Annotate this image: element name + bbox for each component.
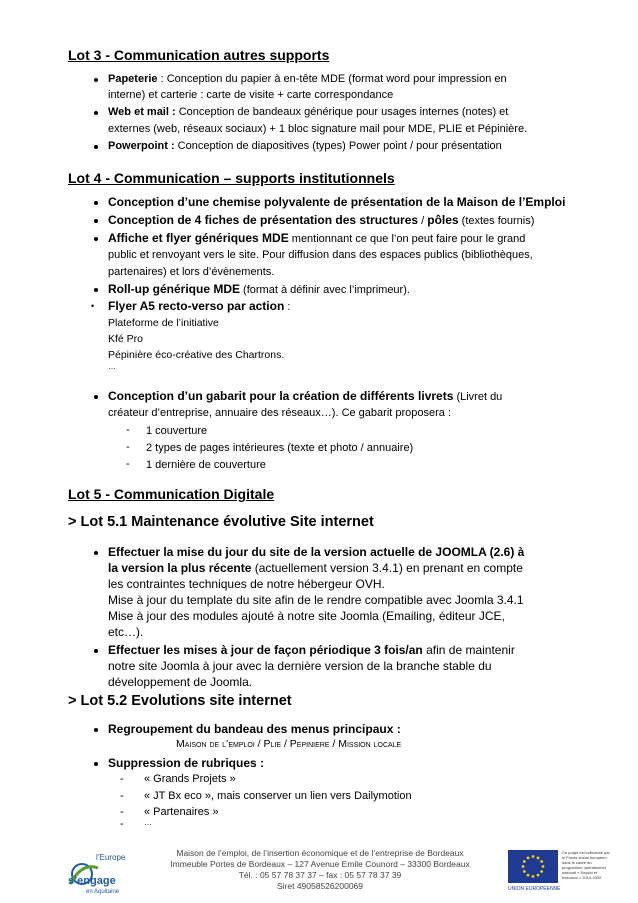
svg-text:national « Emploi et: national « Emploi et xyxy=(562,870,598,875)
lot51-item-joomla-l1: Effectuer la mise du jour du site de la version actuelle de JOOMLA (2.6) à xyxy=(108,545,525,559)
eu-flag-icon xyxy=(508,848,618,892)
suppression-list-item: … xyxy=(144,818,152,827)
lot4-item-fiches: Conception de 4 fiches de présentation des structures / pôles (textes fournis) xyxy=(108,213,535,227)
bullet-icon xyxy=(94,728,98,732)
lot4-item-chemise: Conception d’une chemise polyvalente de présentation de la Maison de l’Emploi xyxy=(108,195,566,209)
lot51-item-maj-l3: développement de Joomla. xyxy=(108,675,253,689)
lot3-heading: Lot 3 - Communication autres supports xyxy=(68,47,330,63)
lot52-menu-list: Maison de l’emploi / Plie / Pepiniere / Mission locale xyxy=(176,738,402,750)
dash-marker: - xyxy=(126,424,130,436)
lot4-item-rollup: Roll-up générique MDE (format à définir avec l’imprimeur). xyxy=(108,282,410,296)
lot51-item-joomla-l3: les contraintes techniques de notre hébergeur OVH. xyxy=(108,577,385,591)
bullet-icon xyxy=(94,78,98,82)
gabarit-list-item: 1 dernière de couverture xyxy=(146,459,266,471)
eu-star-icon xyxy=(532,875,535,878)
lot4-item-affiche-cont2: partenaires) et lors d’évènements. xyxy=(108,266,275,278)
small-bullet-icon: • xyxy=(91,301,95,311)
lot3-item-webmail-cont: externes (web, réseaux sociaux) + 1 bloc signature mail pour MDE, PLIE et Pépinière. xyxy=(108,123,528,135)
dash-marker: - xyxy=(126,458,130,470)
bullet-icon xyxy=(94,145,98,149)
lot5-heading: Lot 5 - Communication Digitale xyxy=(68,486,275,502)
suppression-list-item: « Grands Projets » xyxy=(144,773,236,785)
eu-star-icon xyxy=(527,874,530,877)
lot3-item-webmail: Web et mail : Conception de bandeaux générique pour usages internes (notes) et xyxy=(108,106,509,118)
eu-star-icon xyxy=(523,870,526,873)
lot51-item-maj-l1: Effectuer les mises à jour de façon périodique 3 fois/an afin de maintenir xyxy=(108,643,515,657)
svg-text:Inclusion » 2014-2020: Inclusion » 2014-2020 xyxy=(562,875,602,880)
lot4-heading: Lot 4 - Communication – supports institutionnels xyxy=(68,170,395,186)
suppression-list-item: « JT Bx eco », mais conserver un lien vers Dailymotion xyxy=(144,790,412,802)
bullet-icon xyxy=(94,649,98,653)
suppression-list-item: « Partenaires » xyxy=(144,806,219,818)
bullet-icon xyxy=(94,395,98,399)
lot4-item-gabarit-cont: créateur d’entreprise, annuaire des réseaux…). Ce gabarit proposera : xyxy=(108,407,452,419)
svg-text:en Aquitaine: en Aquitaine xyxy=(86,889,120,895)
svg-text:l’Europe: l’Europe xyxy=(96,853,126,862)
eu-star-icon xyxy=(532,855,535,858)
eu-star-icon xyxy=(537,856,540,859)
europe-sengage-icon xyxy=(62,848,134,896)
flyer-list-item: Plateforme de l’initiative xyxy=(108,317,219,329)
eu-star-icon xyxy=(537,874,540,877)
dash-marker: - xyxy=(120,818,124,830)
lot3-item-powerpoint: Powerpoint : Conception de diapositives (types) Power point / pour présentation xyxy=(108,140,502,152)
lot52-item-suppression: Suppression de rubriques : xyxy=(108,756,265,770)
eu-star-icon xyxy=(542,865,545,868)
eu-star-icon xyxy=(522,865,525,868)
eu-star-icon xyxy=(523,860,526,863)
dash-marker: - xyxy=(120,773,124,785)
footer-line-4: Siret 49058526200069 xyxy=(276,881,364,891)
gabarit-list-item: 2 types de pages intérieures (texte et photo / annuaire) xyxy=(146,442,414,454)
bullet-icon xyxy=(94,237,98,241)
bullet-icon xyxy=(94,288,98,292)
eu-star-icon xyxy=(540,870,543,873)
lot3-item-papeterie: Papeterie : Conception du papier à en-tête MDE (format word pour impression en xyxy=(108,73,507,85)
eu-flag-logo xyxy=(508,848,618,892)
europe-sengage-logo xyxy=(62,848,134,896)
dash-marker: - xyxy=(120,806,124,818)
dash-marker: - xyxy=(120,790,124,802)
dash-marker: - xyxy=(126,441,130,453)
bullet-icon xyxy=(94,762,98,766)
lot52-heading: > Lot 5.2 Evolutions site internet xyxy=(68,693,292,709)
lot4-item-flyer: Flyer A5 recto-verso par action : xyxy=(108,299,291,313)
lot51-item-maj-l2: notre site Joomla à jour avec la dernière version de la branche stable du xyxy=(108,659,492,673)
lot51-item-joomla-l2: la version la plus récente (actuellement version 3.4.1) en prenant en compte xyxy=(108,561,523,575)
bullet-icon xyxy=(94,219,98,223)
footer-line-2: Immeuble Portes de Bordeaux – 127 Avenue Emile Counord – 33300 Bordeaux xyxy=(170,859,470,869)
lot52-item-bandeau: Regroupement du bandeau des menus principaux : xyxy=(108,722,401,736)
lot3-item-papeterie-cont: interne) et carterie : carte de visite + carte correspondance xyxy=(108,89,394,101)
svg-text:UNION EUROPÉENNE: UNION EUROPÉENNE xyxy=(508,886,561,892)
lot4-item-affiche: Affiche et flyer génériques MDE mentionnant ce que l’on peut faire pour le grand xyxy=(108,231,526,245)
svg-text:le Fonds social européen: le Fonds social européen xyxy=(562,855,607,860)
gabarit-list-item: 1 couverture xyxy=(146,425,208,437)
lot51-item-joomla-l5: Mise à jour des modules ajouté à notre site Joomla (Emailing, éditeur JCE, xyxy=(108,609,505,623)
svg-text:Ce projet est cofinancé par: Ce projet est cofinancé par xyxy=(562,850,610,855)
bullet-icon xyxy=(94,551,98,555)
bullet-icon xyxy=(94,111,98,115)
footer-line-1: Maison de l’emploi, de l’insertion économique et de l’entreprise de Bordeaux xyxy=(176,848,464,858)
footer-line-3: Tél. : 05 57 78 37 37 – fax : 05 57 78 37 39 xyxy=(238,870,402,880)
lot4-item-affiche-cont1: public et renvoyant vers le site. Pour diffusion dans des espaces publics (bibliothèques, xyxy=(108,249,533,261)
eu-star-icon xyxy=(540,860,543,863)
svg-text:s’engage: s’engage xyxy=(68,875,116,887)
flyer-list-item: Kfé Pro xyxy=(108,333,144,345)
flyer-list-item: … xyxy=(108,362,116,371)
lot51-item-joomla-l4: Mise à jour du template du site afin de le rendre compatible avec Joomla 3.4.1 xyxy=(108,593,524,607)
lot51-item-joomla-l6: etc…). xyxy=(108,625,144,639)
flyer-list-item: Pépinière éco-créative des Chartrons. xyxy=(108,349,285,361)
bullet-icon xyxy=(94,201,98,205)
svg-text:dans le cadre du: dans le cadre du xyxy=(562,860,592,865)
lot4-item-gabarit: Conception d’un gabarit pour la création de différents livrets (Livret du xyxy=(108,389,503,403)
lot51-heading: > Lot 5.1 Maintenance évolutive Site internet xyxy=(68,514,374,530)
svg-text:programme opérationnel: programme opérationnel xyxy=(562,865,606,870)
eu-star-icon xyxy=(527,856,530,859)
